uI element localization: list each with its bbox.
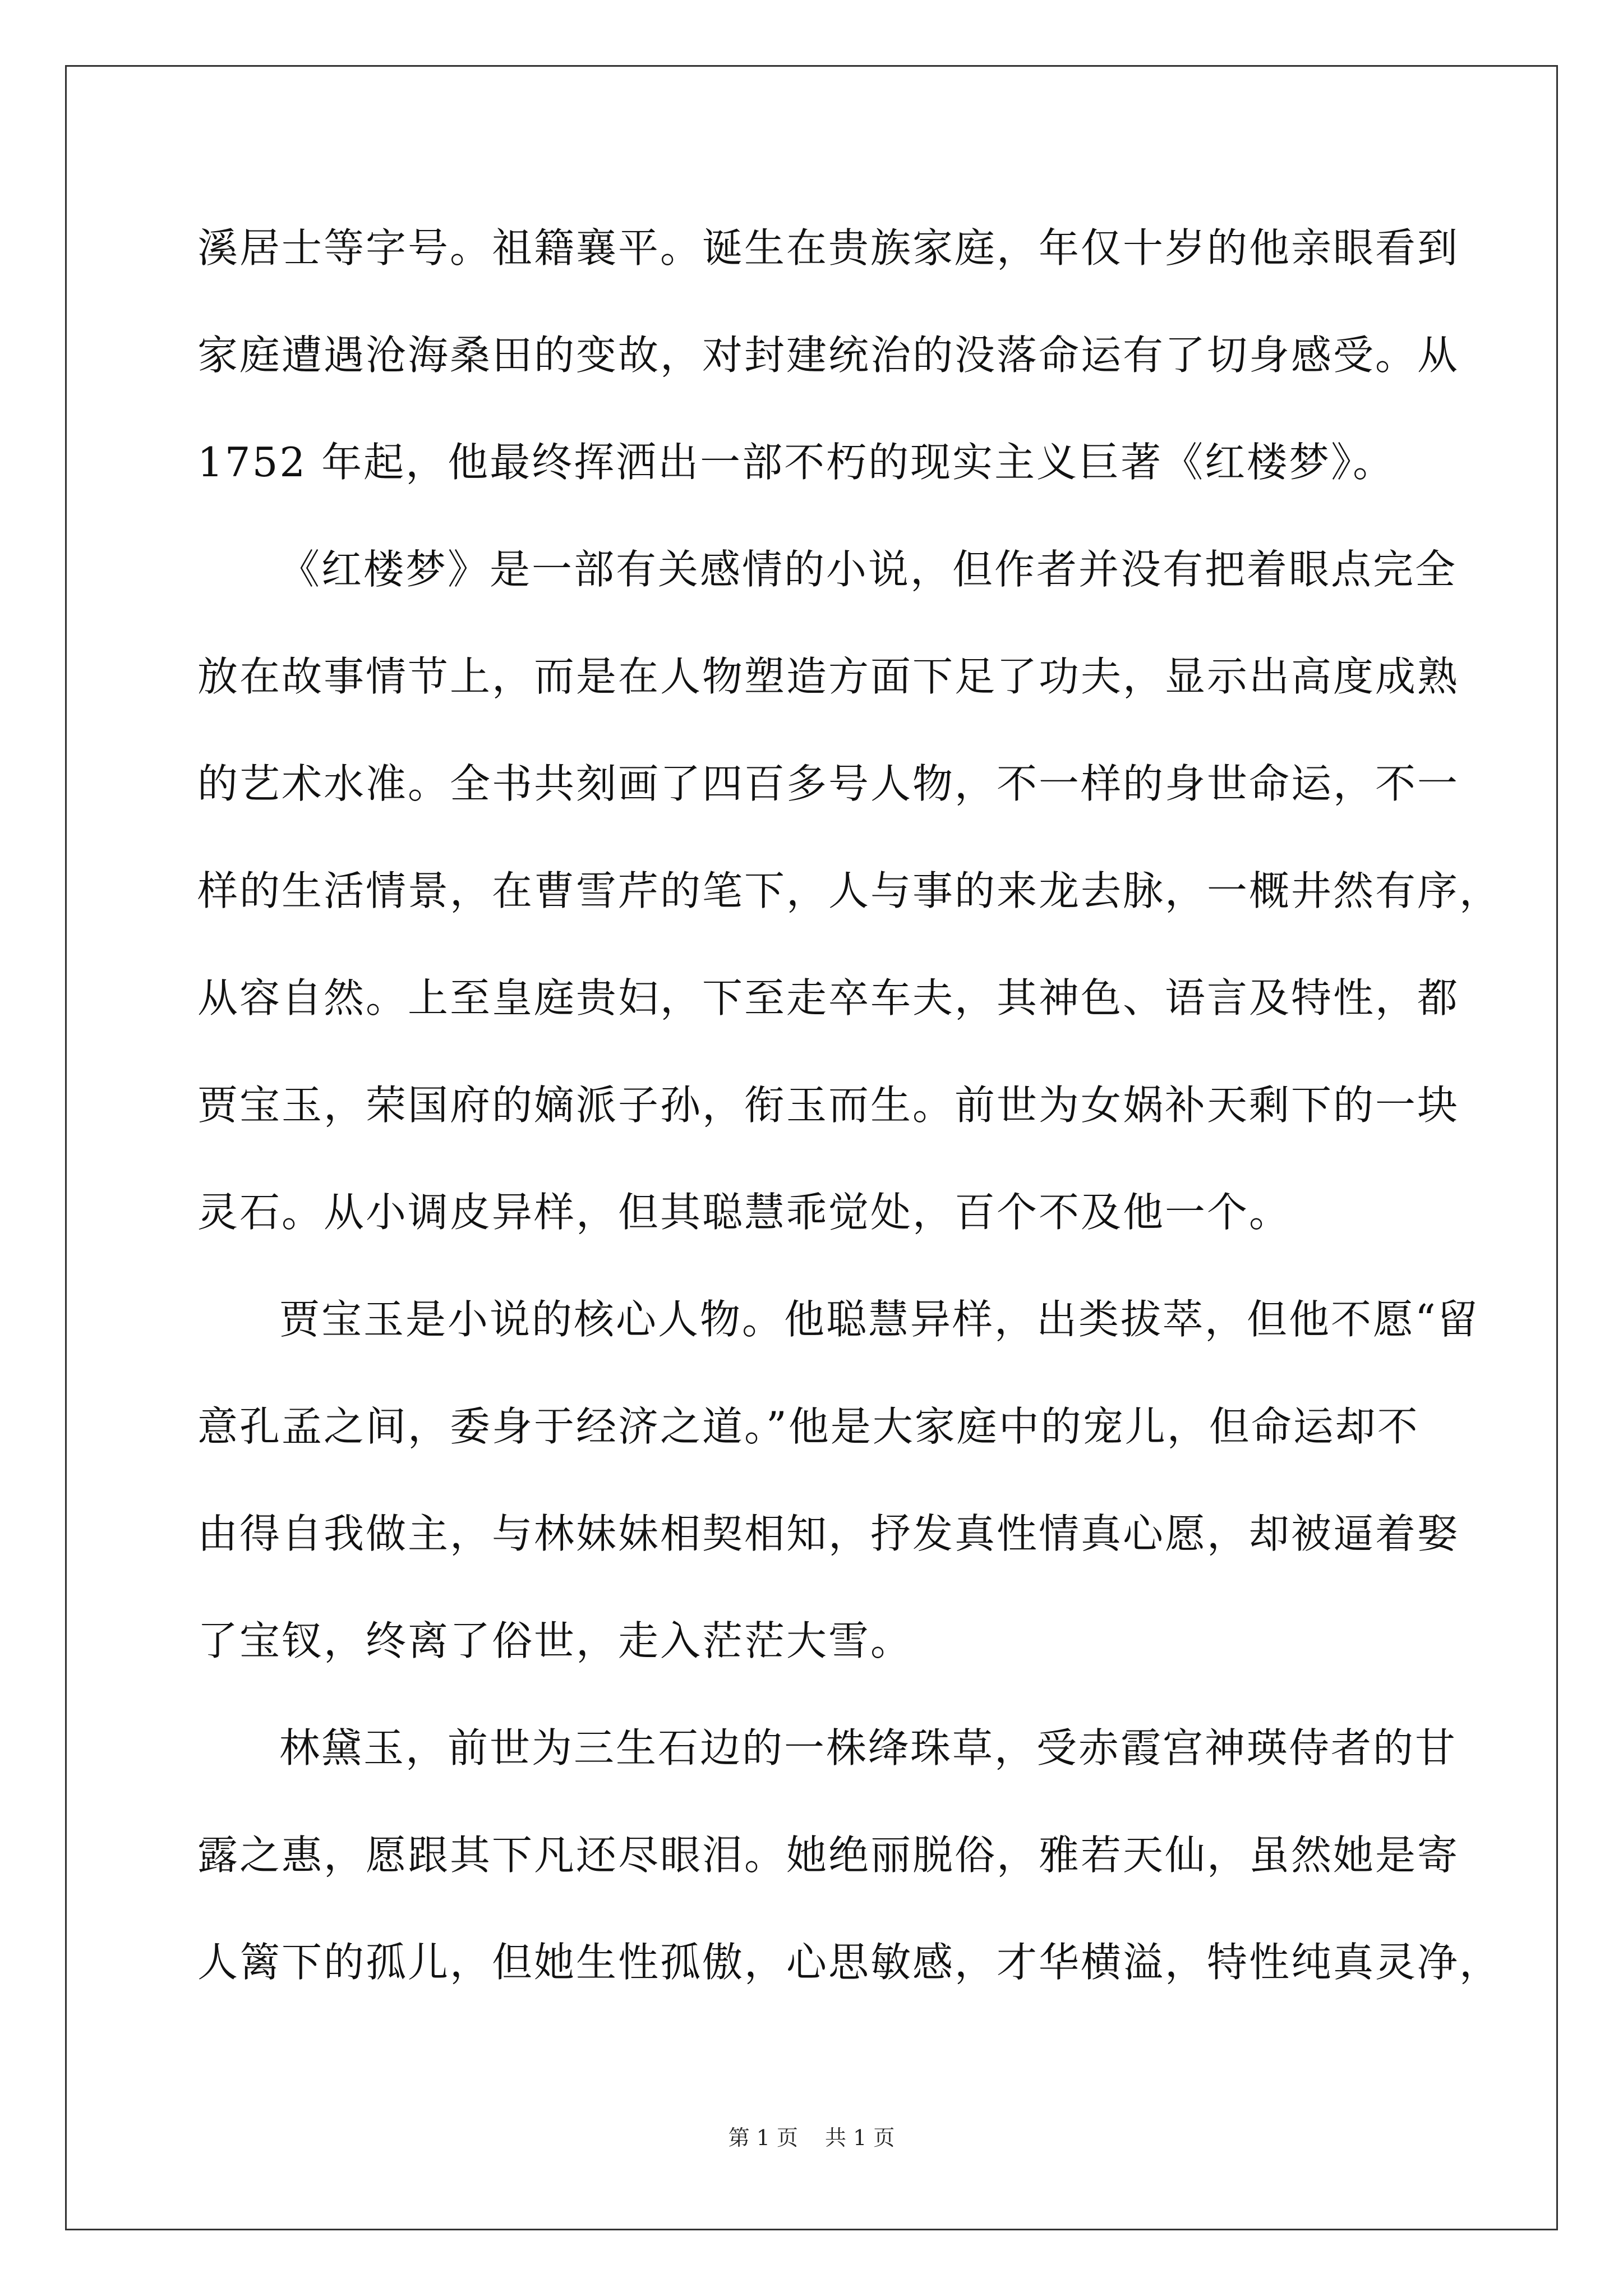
text-line: 林黛玉，前世为三生石边的一株绛珠草，受赤霞宫神瑛侍者的甘 (279, 1724, 1458, 1772)
text-line: 1752 年起，他最终挥洒出一部不朽的现实主义巨著《红楼梦》。 (197, 439, 1395, 486)
text-line: 贾宝玉，荣国府的嫡派子孙，衔玉而生。前世为女娲补天剩下的一块 (197, 1082, 1460, 1129)
page-number-current: 第 1 页 (728, 2125, 798, 2150)
text-line: 贾宝玉是小说的核心人物。他聪慧异样，出类拔萃，但他不愿“留 (279, 1296, 1479, 1343)
text-line: 《红楼梦》是一部有关感情的小说，但作者并没有把着眼点完全 (279, 546, 1458, 593)
text-line: 由得自我做主，与林妹妹相契相知，抒发真性情真心愿，却被逼着娶 (197, 1510, 1460, 1557)
page-number-total: 共 1 页 (825, 2125, 895, 2150)
text-line: 灵石。从小调皮异样，但其聪慧乖觉处，百个不及他一个。 (197, 1189, 1292, 1236)
text-line: 的艺术水准。全书共刻画了四百多号人物，不一样的身世命运，不一 (197, 760, 1460, 807)
text-line: 家庭遭遇沧海桑田的变故，对封建统治的没落命运有了切身感受。从 (197, 332, 1460, 379)
text-line: 样的生活情景，在曹雪芹的笔下，人与事的来龙去脉，一概井然有序， (197, 867, 1502, 914)
document-body (197, 212, 1502, 2033)
text-line: 意孔孟之间，委身于经济之道。”他是大家庭中的宠儿，但命运却不 (197, 1403, 1419, 1450)
text-line: 人篱下的孤儿，但她生性孤傲，心思敏感，才华横溢，特性纯真灵净， (197, 1939, 1502, 1986)
text-line: 放在故事情节上，而是在人物塑造方面下足了功夫，显示出高度成熟 (197, 653, 1460, 700)
text-line: 了宝钗，终离了俗世，走入茫茫大雪。 (197, 1617, 913, 1664)
page-footer (0, 2120, 1623, 2151)
text-line: 露之惠，愿跟其下凡还尽眼泪。她绝丽脱俗，雅若天仙，虽然她是寄 (197, 1832, 1460, 1879)
text-line: 从容自然。上至皇庭贵妇，下至走卒车夫，其神色、语言及特性，都 (197, 974, 1460, 1022)
text-line: 溪居士等字号。祖籍襄平。诞生在贵族家庭，年仅十岁的他亲眼看到 (197, 224, 1460, 272)
